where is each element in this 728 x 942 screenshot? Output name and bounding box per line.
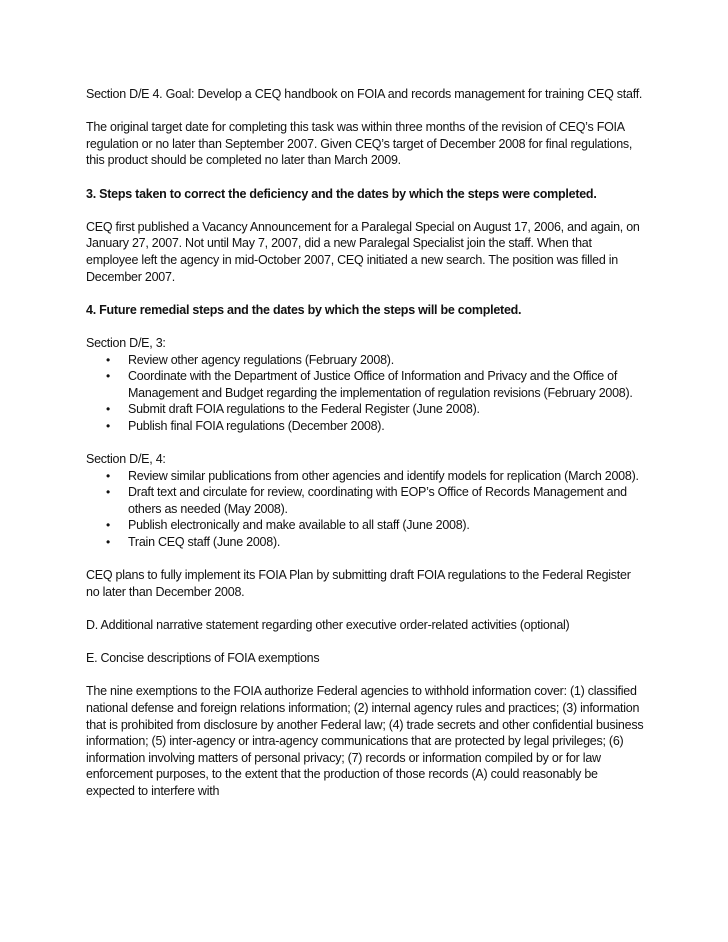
list-item: • Submit draft FOIA regulations to the Federal Register (June 2008). [106,402,480,417]
list-item: • Train CEQ staff (June 2008). [106,535,281,550]
bullet-icon: • [106,518,110,533]
list-item: • Publish final FOIA regulations (December 2008). [106,418,385,433]
section-3-label: Section D/E, 3: [86,335,166,350]
section-4-label: Section D/E, 4: [86,452,166,467]
bullet-icon: • [106,402,110,417]
bullet-icon: • [106,352,110,367]
heading-steps-taken: 3. Steps taken to correct the deficiency and the dates by which the steps were completed. [86,186,597,201]
list-item: • Publish electronically and make available to all staff (June 2008). [106,518,470,533]
target-date-paragraph: The original target date for completing this task was within three months of the revision of CEQ’s FOIA regulation or no later than September 2007. Given CEQ’s target of December 2008 for final regulations, this product should be completed no later than March 2009. [86,120,633,168]
bullet-icon: • [106,535,110,550]
list-item: • Review similar publications from other agencies and identify models for replication (March 2008). [106,468,639,483]
section-4-list [86,468,646,551]
section-d-e-4-goal: Section D/E 4. Goal: Develop a CEQ handbook on FOIA and records management for training CEQ staff. [86,87,643,101]
list-item: • Coordinate with the Department of Justice Office of Information and Privacy and the Office of Management and Budget regarding the implementation of regulation revisions (February 2008). [106,369,633,400]
heading-foia-exemptions: E. Concise descriptions of FOIA exemptions [86,651,320,666]
plan-paragraph: CEQ plans to fully implement its FOIA Plan by submitting draft FOIA regulations to the Federal Register no later than December 2008. [86,568,631,599]
bullet-icon: • [106,485,110,500]
list-item: • Review other agency regulations (February 2008). [106,352,394,367]
heading-additional-narrative: D. Additional narrative statement regarding other executive order-related activities (optional) [86,618,570,632]
section-3-list [86,352,646,435]
bullet-icon: • [106,418,110,433]
bullet-icon: • [106,468,110,483]
exemptions-paragraph: The nine exemptions to the FOIA authorize Federal agencies to withhold information cover: (1) classified national defense and foreign relations information; (2) internal agency rules and practices; (3) information that is prohibited from disclosure by another Federal law; (4) trade secrets and other confidential business information; (5) inter-agency or intra-agency communications that are protected by legal privileges; (6) information involving matters of personal privacy; (7) records or information compiled by or for law enforcement purposes, to the extent that the production of those records (A) could reasonably be expected to interfere with [86,684,644,798]
list-item: • Draft text and circulate for review, coordinating with EOP’s Office of Records Management and others as needed (May 2008). [106,485,627,516]
heading-future-remedial-steps: 4. Future remedial steps and the dates by which the steps will be completed. [86,302,522,317]
document-page [86,86,646,816]
steps-paragraph: CEQ first published a Vacancy Announcement for a Paralegal Special on August 17, 2006, and again, on January 27, 2007. Not until May 7, 2007, did a new Paralegal Specialist join the staff. When that employee left the agency in mid-October 2007, CEQ initiated a new search. The position was filled in December 2007. [86,219,640,284]
bullet-icon: • [106,369,110,384]
